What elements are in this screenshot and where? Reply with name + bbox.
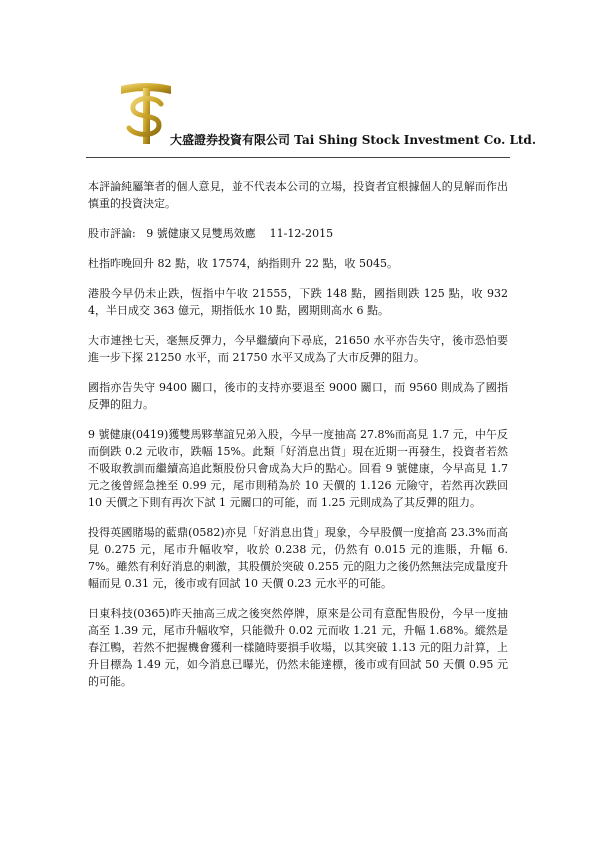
paragraph-0419: 9 號健康(0419)獲雙馬夥華誼兄弟入股，今早一度抽高 27.8%而高見 1.7 元，中午反而倒跌 0.2 元收市，跌幅 15%。此類「好消息出貨」現在近期一再發生，投資者若然不吸取教訓而繼續高追此類股份只會成為大戶的點心。回看 9 號健康，今早高見 1.7 元之後曾經急挫至 0.99 元，尾市則稍為於 10 天價的 1.126 元險守，若然再次跌回 10 天價之下則有再次下試 1 元關口的可能，而 1.25 元則成為了其反彈的阻力。 <box>88 428 508 509</box>
disclaimer: 本評論純屬筆者的個人意見，並不代表本公司的立場，投資者宜根據個人的見解而作出慎重的投資決定。 <box>88 180 508 210</box>
company-name: 大盛證券投資有限公司 Tai Shing Stock Investment Co. Ltd. <box>170 133 536 147</box>
paragraph-dow: 杜指昨晚回升 82 點，收 17574，納指則升 22 點，收 5045。 <box>88 257 398 270</box>
paragraph-hscei: 國指亦告失守 9400 關口，後市的支持亦要退至 9000 關口，而 9560 則成為了國指反彈的阻力。 <box>88 381 508 411</box>
paragraph-market: 大市連挫七天，毫無反彈力，今早繼續向下尋底，21650 水平亦告失守，後市恐怕要進一步下探 21250 水平，而 21750 水平又成為了大市反彈的阻力。 <box>88 334 508 364</box>
paragraph-0582: 投得英國賭場的藍鼎(0582)亦見「好消息出貨」現象，今早股價一度搶高 23.3%而高見 0.275 元，尾市升幅收窄，收於 0.238 元，仍然有 0.015 元的進賬，升幅 6.7%。雖然有利好消息的刺激，其股價於突破 0.255 元的阻力之後仍然無法完成量度升幅而見 0.31 元，後市或有回試 10 天價 0.23 元水平的可能。 <box>88 526 508 590</box>
paragraph-hsi: 港股今早仍未止跌，恆指中午收 21555，下跌 148 點，國指則跌 125 點，收 9324，半日成交 363 億元，期指低水 10 點，國期則高水 6 點。 <box>88 287 508 317</box>
commentary-title: 股市評論: 9 號健康又見雙馬效應 11-12-2015 <box>88 227 334 240</box>
company-logo <box>117 80 175 146</box>
commentary-body <box>88 178 508 703</box>
paragraph-0365: 日東科技(0365)昨天抽高三成之後突然停牌，原來是公司有意配售股份，今早一度抽高至 1.39 元，尾市升幅收窄，只能微升 0.02 元而收 1.21 元，升幅 1.68%。縱然是春江鴨，若然不把握機會獲利一樣隨時要損手收場，以其突破 1.13 元的阻力計算，上升目標為 1.49 元，如今消息已曝光，仍然未能達標，後市或有回試 50 天價 0.95 元的可能。 <box>88 607 508 688</box>
header-divider <box>86 157 510 158</box>
